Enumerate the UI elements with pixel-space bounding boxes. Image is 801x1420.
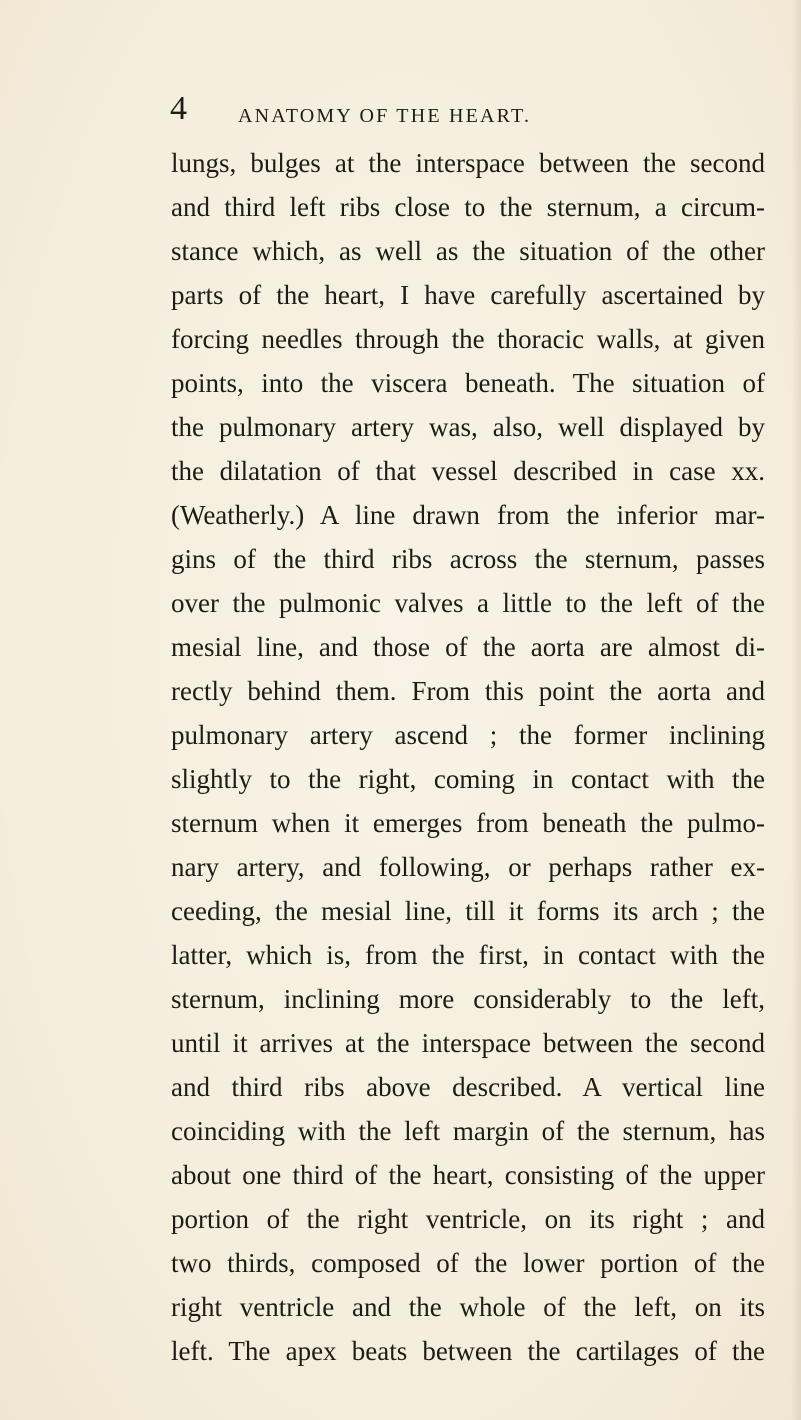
body-text (171, 141, 765, 1373)
text-line: over the pulmonic valves a little to the left of the (171, 588, 765, 618)
text-line: coinciding with the left margin of the sternum, has (171, 1116, 765, 1146)
text-line: pulmonary artery ascend ; the former inclining (171, 720, 765, 750)
text-line: gins of the third ribs across the sternum, passes (171, 544, 765, 574)
text-line: rectly behind them. From this point the aorta and (171, 676, 765, 706)
text-line: sternum when it emerges from beneath the pulmo- (171, 808, 765, 838)
text-line: (Weatherly.) A line drawn from the inferior mar- (171, 500, 765, 530)
text-line: the pulmonary artery was, also, well displayed by (171, 412, 765, 442)
text-line: and third left ribs close to the sternum, a circum- (171, 192, 765, 222)
text-line: points, into the viscera beneath. The situation of (171, 368, 765, 398)
page-edge-shadow (791, 0, 801, 1420)
text-line: nary artery, and following, or perhaps rather ex- (171, 852, 765, 882)
text-line: two thirds, composed of the lower portion of the (171, 1248, 765, 1278)
text-line: ceeding, the mesial line, till it forms its arch ; the (171, 896, 765, 926)
text-line: slightly to the right, coming in contact with the (171, 764, 765, 794)
text-line: portion of the right ventricle, on its right ; and (171, 1204, 765, 1234)
text-line: about one third of the heart, consisting of the upper (171, 1160, 765, 1190)
page-number: 4 (170, 90, 187, 127)
text-line: latter, which is, from the first, in contact with the (171, 940, 765, 970)
text-line: left. The apex beats between the cartilages of the (171, 1336, 765, 1366)
text-line: and third ribs above described. A vertical line (171, 1072, 765, 1102)
text-line: until it arrives at the interspace between the second (171, 1028, 765, 1058)
text-line: the dilatation of that vessel described in case xx. (171, 456, 765, 486)
text-line: mesial line, and those of the aorta are almost di- (171, 632, 765, 662)
text-line: lungs, bulges at the interspace between the second (171, 148, 765, 178)
text-line: right ventricle and the whole of the left, on its (171, 1292, 765, 1322)
text-line: forcing needles through the thoracic walls, at given (171, 324, 765, 354)
text-line: parts of the heart, I have carefully ascertained by (171, 280, 765, 310)
running-head: ANATOMY OF THE HEART. (238, 105, 532, 127)
text-line: stance which, as well as the situation of the other (171, 236, 765, 266)
text-line: sternum, inclining more considerably to the left, (171, 984, 765, 1014)
